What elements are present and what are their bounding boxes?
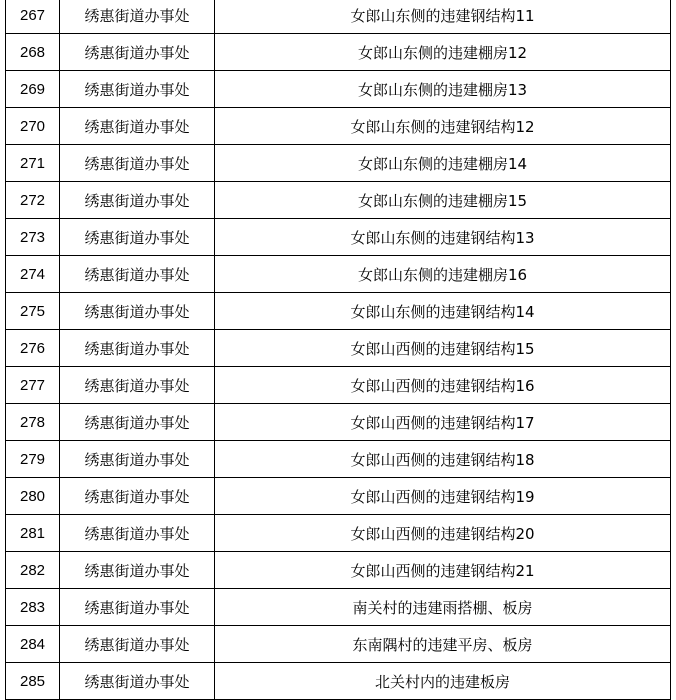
table-row bbox=[6, 367, 671, 404]
table-row bbox=[6, 515, 671, 552]
office-cell: 绣惠街道办事处 bbox=[60, 0, 215, 34]
office-cell: 绣惠街道办事处 bbox=[60, 589, 215, 626]
office-cell: 绣惠街道办事处 bbox=[60, 145, 215, 182]
row-number-cell: 280 bbox=[6, 478, 60, 515]
row-number-cell: 267 bbox=[6, 0, 60, 34]
demolition-list-table-wrapper bbox=[5, 0, 671, 700]
violation-item-cell: 东南隅村的违建平房、板房 bbox=[215, 626, 671, 663]
table-row bbox=[6, 589, 671, 626]
table-row bbox=[6, 219, 671, 256]
row-number-cell: 277 bbox=[6, 367, 60, 404]
table-row bbox=[6, 256, 671, 293]
violation-item-cell: 女郎山东侧的违建棚房12 bbox=[215, 34, 671, 71]
violation-item-cell: 女郎山西侧的违建钢结构15 bbox=[215, 330, 671, 367]
violation-item-cell: 女郎山东侧的违建棚房14 bbox=[215, 145, 671, 182]
violation-item-cell: 女郎山东侧的违建棚房16 bbox=[215, 256, 671, 293]
table-body bbox=[6, 0, 671, 700]
violation-item-cell: 女郎山东侧的违建棚房13 bbox=[215, 71, 671, 108]
table-row bbox=[6, 404, 671, 441]
office-cell: 绣惠街道办事处 bbox=[60, 330, 215, 367]
demolition-list-table bbox=[5, 0, 671, 700]
table-row bbox=[6, 34, 671, 71]
violation-item-cell: 女郎山西侧的违建钢结构21 bbox=[215, 552, 671, 589]
office-cell: 绣惠街道办事处 bbox=[60, 441, 215, 478]
violation-item-cell: 女郎山东侧的违建钢结构13 bbox=[215, 219, 671, 256]
table-row bbox=[6, 145, 671, 182]
row-number-cell: 276 bbox=[6, 330, 60, 367]
violation-item-cell: 女郎山西侧的违建钢结构16 bbox=[215, 367, 671, 404]
violation-item-cell: 女郎山东侧的违建钢结构12 bbox=[215, 108, 671, 145]
row-number-cell: 274 bbox=[6, 256, 60, 293]
office-cell: 绣惠街道办事处 bbox=[60, 293, 215, 330]
office-cell: 绣惠街道办事处 bbox=[60, 34, 215, 71]
office-cell: 绣惠街道办事处 bbox=[60, 478, 215, 515]
violation-item-cell: 南关村的违建雨搭棚、板房 bbox=[215, 589, 671, 626]
row-number-cell: 278 bbox=[6, 404, 60, 441]
table-row bbox=[6, 71, 671, 108]
row-number-cell: 275 bbox=[6, 293, 60, 330]
table-row bbox=[6, 330, 671, 367]
row-number-cell: 272 bbox=[6, 182, 60, 219]
row-number-cell: 285 bbox=[6, 663, 60, 700]
violation-item-cell: 女郎山西侧的违建钢结构18 bbox=[215, 441, 671, 478]
office-cell: 绣惠街道办事处 bbox=[60, 552, 215, 589]
table-row bbox=[6, 441, 671, 478]
row-number-cell: 284 bbox=[6, 626, 60, 663]
table-row bbox=[6, 108, 671, 145]
table-row bbox=[6, 478, 671, 515]
row-number-cell: 282 bbox=[6, 552, 60, 589]
table-row bbox=[6, 663, 671, 700]
table-row bbox=[6, 293, 671, 330]
row-number-cell: 270 bbox=[6, 108, 60, 145]
office-cell: 绣惠街道办事处 bbox=[60, 663, 215, 700]
row-number-cell: 283 bbox=[6, 589, 60, 626]
office-cell: 绣惠街道办事处 bbox=[60, 219, 215, 256]
office-cell: 绣惠街道办事处 bbox=[60, 404, 215, 441]
row-number-cell: 279 bbox=[6, 441, 60, 478]
office-cell: 绣惠街道办事处 bbox=[60, 108, 215, 145]
row-number-cell: 268 bbox=[6, 34, 60, 71]
violation-item-cell: 北关村内的违建板房 bbox=[215, 663, 671, 700]
table-row bbox=[6, 626, 671, 663]
office-cell: 绣惠街道办事处 bbox=[60, 71, 215, 108]
office-cell: 绣惠街道办事处 bbox=[60, 626, 215, 663]
violation-item-cell: 女郎山西侧的违建钢结构20 bbox=[215, 515, 671, 552]
table-row bbox=[6, 182, 671, 219]
violation-item-cell: 女郎山西侧的违建钢结构17 bbox=[215, 404, 671, 441]
violation-item-cell: 女郎山西侧的违建钢结构19 bbox=[215, 478, 671, 515]
office-cell: 绣惠街道办事处 bbox=[60, 256, 215, 293]
row-number-cell: 273 bbox=[6, 219, 60, 256]
office-cell: 绣惠街道办事处 bbox=[60, 515, 215, 552]
office-cell: 绣惠街道办事处 bbox=[60, 367, 215, 404]
table-row bbox=[6, 0, 671, 34]
table-row bbox=[6, 552, 671, 589]
violation-item-cell: 女郎山东侧的违建钢结构11 bbox=[215, 0, 671, 34]
violation-item-cell: 女郎山东侧的违建钢结构14 bbox=[215, 293, 671, 330]
row-number-cell: 281 bbox=[6, 515, 60, 552]
row-number-cell: 269 bbox=[6, 71, 60, 108]
violation-item-cell: 女郎山东侧的违建棚房15 bbox=[215, 182, 671, 219]
row-number-cell: 271 bbox=[6, 145, 60, 182]
office-cell: 绣惠街道办事处 bbox=[60, 182, 215, 219]
